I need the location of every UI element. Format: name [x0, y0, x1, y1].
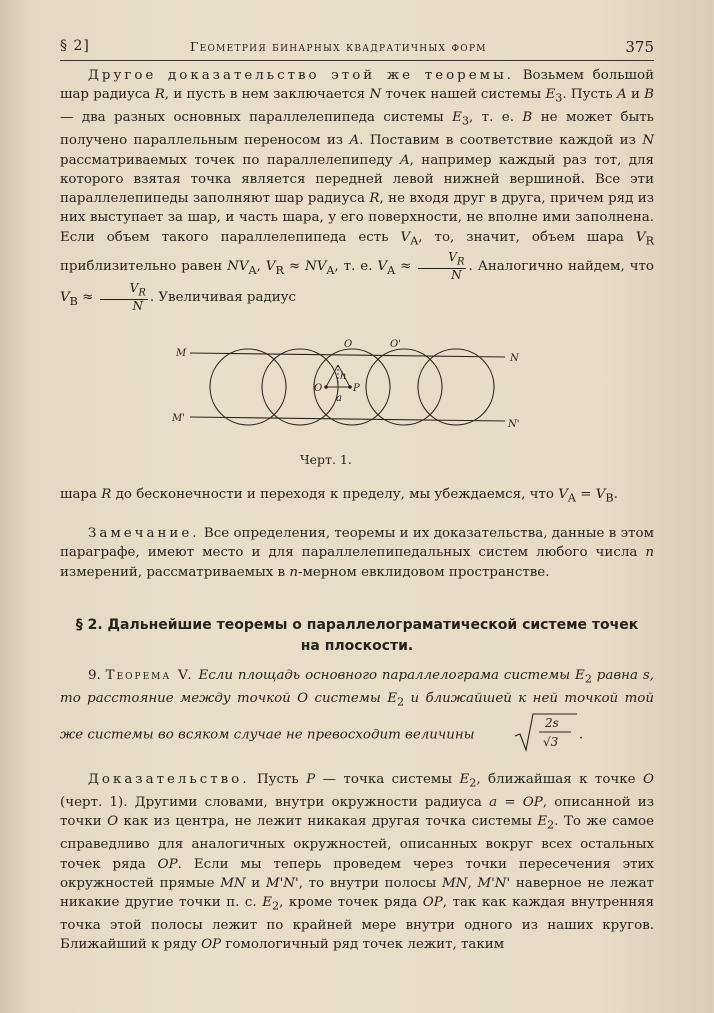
circle-5: [418, 349, 494, 425]
paragraph-proof-alt: Другое доказательство этой же теоремы. Возьмем большой шар радиуса R, и пусть в нем заключается N точек нашей системы $E_3$. Пусть A и B — два разных основных параллелепипеда системы $E_3$, т. е. B не может быть получено параллельным переносом из A. Поставим в соответствие каждой из N рассматриваемых точек по параллелепипеду A, например каждый раз тот, для которого взятая точка является передней левой нижней вершиной. Все эти параллелепипеды заполняют шар радиуса R, не входя друг в друга, причем ряд из них выступает за шар, и часть шара, у его поверхности, не вполне ими заполнена. Если объем такого параллелепипеда есть $V_A$, то, значит, объем шара $V_R$ приблизительно равен $NV_A$, $V_R \approx NV_A$, т. е. $V_A$ ≈ $\frac{V_R}{N}$ . Аналогично найдем, что $V_B$ ≈ $\frac{V_R}{N}$ . Увеличивая радиус: [60, 68, 655, 314]
section-heading: § 2. Дальнейшие теоремы о параллелограматической системе точек на плоскости.: [75, 617, 639, 654]
line-mn: [190, 353, 505, 357]
label-n: N: [510, 353, 519, 364]
paragraph-conclusion: шара R до бесконечности и переходя к пределу, мы убеждаемся, что $V_A = V_B$.: [60, 487, 618, 505]
circle-strip-diagram: [160, 335, 540, 445]
svg-text:√3: √3: [542, 734, 559, 749]
paragraph-theorem: 9. Теорема V. Если площадь основного параллелограма системы $E_2$ равна s, то расстояние между точкой O системы $E_2$ и ближайшей к ней точкой той же системы во всяком случае не превосходит величины 2s √3 .: [60, 666, 654, 758]
page-number: 375: [625, 38, 654, 56]
point-p: [348, 385, 352, 389]
fraction-vr-over-n: $\frac{V_R}{N}$: [418, 251, 466, 282]
label-h: h: [340, 371, 347, 382]
circle-4: [366, 349, 442, 425]
fraction-vr-over-n-2: $\frac{V_R}{N}$: [100, 282, 148, 313]
figure-circles: [160, 335, 540, 445]
label-np: N': [508, 419, 520, 430]
running-header: [60, 38, 654, 61]
figure-caption: Черт. 1.: [300, 452, 352, 467]
label-a: a: [336, 393, 342, 404]
circle-1: [210, 349, 286, 425]
sqrt-formula: [485, 712, 579, 758]
proof-lead: Доказательство.: [88, 772, 250, 787]
point-o: [324, 385, 328, 389]
line-mpnp: [190, 417, 505, 421]
label-m: M: [176, 348, 187, 359]
paragraph-proof: Доказательство. Пусть P — точка системы $E_2$, ближайшая к точке O (черт. 1). Другими словами, внутри окружности радиуса a = OP, описанной из точки O как из центра, не лежит никакая другая точка системы $E_2$. То же самое справедливо для аналогичных окружностей, описанных вокруг всех остальных точек ряда OP. Если мы теперь проведем через точки пересечения этих окружностей прямые MN и M'N', то внутри полосы MN, M'N' наверное не лежат никакие другие точки п. с. $E_2$, кроме точек ряда OP, так как каждая внутренняя точка этой полосы лежит по крайней мере внутри одного из наших кругов. Ближайший к ряду OP гомологичный ряд точек лежит, таким: [60, 772, 655, 953]
label-o: O: [314, 383, 323, 394]
label-o-top: O: [344, 339, 353, 350]
label-mp: M': [172, 413, 185, 424]
label-op-top: O': [390, 339, 401, 350]
theorem-lead: Теорема V.: [105, 668, 194, 683]
label-p: P: [353, 383, 360, 394]
svg-text:2s: 2s: [544, 715, 559, 730]
remark-lead: Замечание.: [88, 526, 200, 541]
header-section: § 2]: [60, 38, 90, 54]
header-title: Геометрия бинарных квадратичных форм: [190, 39, 487, 54]
paragraph-lead: Другое доказательство этой же теоремы.: [88, 68, 515, 83]
paragraph-remark: Замечание. Все определения, теоремы и их доказательства, данные в этом параграфе, имеют место и для параллелепипедальных систем любого числа n измерений, рассматриваемых в n-мерном евклидовом пространстве.: [60, 526, 654, 580]
